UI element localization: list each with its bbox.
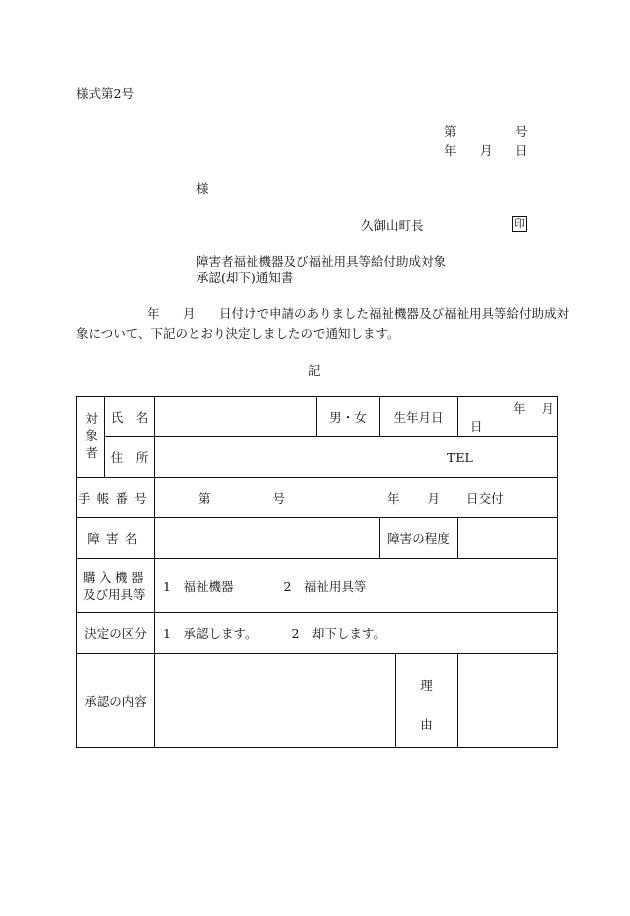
body-month: 月 xyxy=(183,306,196,321)
reason-label-cell xyxy=(396,654,458,748)
dob-month: 月 xyxy=(541,400,555,416)
purchase-label-cell xyxy=(77,559,155,613)
body-year: 年 xyxy=(147,306,160,321)
notebook-label: 手帳番号 xyxy=(77,478,155,518)
date-month: 月 xyxy=(480,143,493,158)
decision-option-1[interactable]: 1 承認します。 xyxy=(163,626,258,641)
content-label: 承認の内容 xyxy=(77,654,155,748)
name-field[interactable] xyxy=(155,397,317,437)
reason-field[interactable] xyxy=(458,654,558,748)
content-field[interactable] xyxy=(155,654,396,748)
reason-label-1: 理 xyxy=(420,677,433,693)
application-table xyxy=(76,396,558,748)
notebook-field[interactable] xyxy=(155,478,558,518)
notebook-prefix: 第 xyxy=(198,490,211,506)
decision-label: 決定の区分 xyxy=(77,613,155,654)
name-label: 氏 名 xyxy=(105,397,155,437)
dob-day: 日 xyxy=(470,418,483,434)
doc-number-prefix: 第 xyxy=(444,124,457,139)
row-purchase xyxy=(77,559,558,613)
purchase-option-1[interactable]: 1 福祉機器 xyxy=(163,578,234,594)
form-number: 様式第2号 xyxy=(76,86,134,101)
sex-select[interactable]: 男・女 xyxy=(317,397,380,437)
reason-label-2: 由 xyxy=(420,716,433,732)
disability-field[interactable] xyxy=(155,518,380,559)
addressee-suffix: 様 xyxy=(196,181,209,196)
dob-year: 年 xyxy=(513,400,526,416)
date-day: 日 xyxy=(515,143,528,158)
row-disability xyxy=(77,518,558,559)
address-label: 住 所 xyxy=(105,437,155,478)
ki-mark: 記 xyxy=(308,363,321,378)
notebook-suffix: 号 xyxy=(272,490,286,506)
issue-day: 日交付 xyxy=(466,490,504,506)
degree-label: 障害の程度 xyxy=(380,518,458,559)
decision-field[interactable] xyxy=(155,613,558,654)
body-line-2: 象について、下記のとおり決定しましたので通知します。 xyxy=(76,326,400,341)
subject-label-cell xyxy=(77,397,105,478)
issue-month: 月 xyxy=(427,490,441,506)
row-name xyxy=(77,397,558,437)
purchase-field[interactable] xyxy=(155,559,558,613)
purchase-option-2[interactable]: 2 福祉用具等 xyxy=(283,578,367,594)
body-line-1: 日付けで申請のありました福祉機器及び福祉用具等給付助成対 xyxy=(219,306,570,321)
degree-field[interactable] xyxy=(458,518,558,559)
dob-field[interactable] xyxy=(458,397,558,437)
subject-label: 対象者 xyxy=(83,411,99,463)
row-address xyxy=(77,437,558,478)
address-field[interactable] xyxy=(155,437,558,478)
purchase-label-2: 及び用具等 xyxy=(83,586,146,602)
seal-mark: 印 xyxy=(514,217,525,230)
tel-label: TEL xyxy=(447,449,473,465)
title-line-2: 承認(却下)通知書 xyxy=(196,270,294,285)
issue-year: 年 xyxy=(387,490,400,506)
purchase-label-1: 購入機器 xyxy=(83,569,148,585)
row-content xyxy=(77,654,558,748)
row-notebook xyxy=(77,478,558,518)
doc-number-suffix: 号 xyxy=(515,124,528,139)
decision-option-2[interactable]: 2 却下します。 xyxy=(291,626,386,641)
dob-label: 生年月日 xyxy=(380,397,458,437)
date-year: 年 xyxy=(444,143,457,158)
row-decision xyxy=(77,613,558,654)
disability-label: 障害名 xyxy=(77,518,155,559)
title-line-1: 障害者福祉機器及び福祉用具等給付助成対象 xyxy=(196,254,447,269)
issuer: 久御山町長 xyxy=(361,218,424,233)
